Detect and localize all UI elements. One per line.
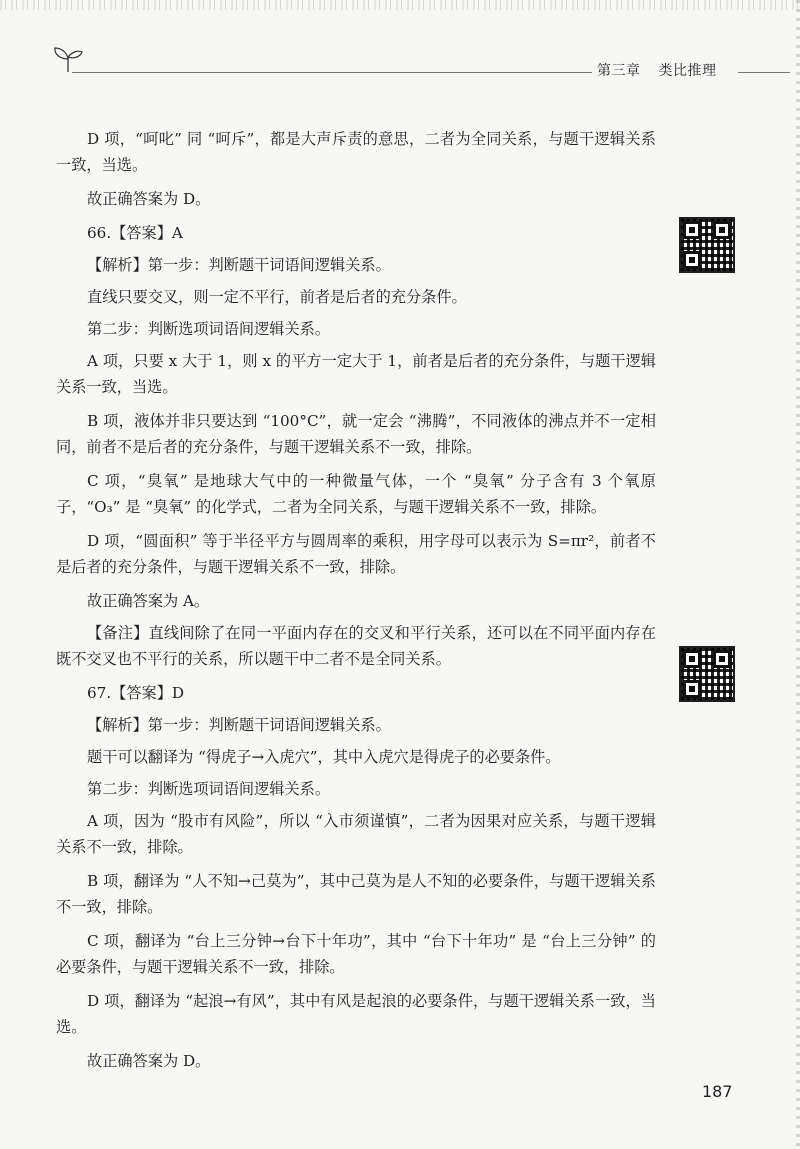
paragraph: 故正确答案为 A。 [87,592,210,610]
page-content [56,126,656,1080]
answer-heading: 67.【答案】D [87,684,185,702]
paragraph: B 项，液体并非只要达到 “100°C”，就一定会 “沸腾”，不同液体的沸点并不一定相同，前者不是后者的充分条件，与题干逻辑关系不一致，排除。 [56,412,656,456]
running-header [597,60,717,80]
paragraph: D 项，“圆面积” 等于半径平方与圆周率的乘积，用字母可以表示为 S=πr²，前者不是后者的充分条件，与题干逻辑关系不一致，排除。 [56,532,656,576]
scan-noise [0,0,800,10]
qr-code-icon[interactable] [679,217,735,273]
paragraph: D 项，“呵叱” 同 “呵斥”，都是大声斥责的意思，二者为全同关系，与题干逻辑关系一致，当选。 [56,130,656,174]
header-chapter: 第三章 [597,63,641,79]
paragraph: C 项，翻译为 “台上三分钟→台下十年功”，其中 “台下十年功” 是 “台上三分钟” 的必要条件，与题干逻辑关系不一致，排除。 [56,932,656,976]
paragraph: D 项，翻译为 “起浪→有风”，其中有风是起浪的必要条件，与题干逻辑关系一致，当选。 [56,992,656,1036]
paragraph: A 项，只要 x 大于 1，则 x 的平方一定大于 1，前者是后者的充分条件，与题干逻辑关系一致，当选。 [56,352,656,396]
paragraph: 【解析】第一步：判断题干词语间逻辑关系。 [87,716,391,734]
paragraph: 故正确答案为 D。 [87,1052,211,1070]
paragraph: B 项，翻译为 “人不知→己莫为”，其中己莫为是人不知的必要条件，与题干逻辑关系不一致，排除。 [56,872,656,916]
paragraph: 故正确答案为 D。 [87,190,211,208]
sprout-icon [50,44,86,74]
paragraph: 直线只要交叉，则一定不平行，前者是后者的充分条件。 [87,288,467,306]
note-paragraph: 【备注】直线间除了在同一平面内存在的交叉和平行关系，还可以在不同平面内存在既不交叉也不平行的关系，所以题干中二者不是全同关系。 [56,624,656,668]
header-rule-right [738,72,790,73]
header-section: 类比推理 [658,63,717,79]
answer-heading: 66.【答案】A [87,224,183,242]
qr-code-icon[interactable] [679,646,735,702]
paragraph: 第二步：判断选项词语间逻辑关系。 [87,320,330,338]
paragraph: C 项，“臭氧” 是地球大气中的一种微量气体，一个 “臭氧” 分子含有 3 个氧原子，“O₃” 是 “臭氧” 的化学式，二者为全同关系，与题干逻辑关系不一致，排除。 [56,472,656,516]
paragraph: 第二步：判断选项词语间逻辑关系。 [87,780,330,798]
paragraph: A 项，因为 “股市有风险”，所以 “入市须谨慎”，二者为因果对应关系，与题干逻辑关系不一致，排除。 [56,812,656,856]
page-number: 187 [702,1082,733,1101]
paragraph: 【解析】第一步：判断题干词语间逻辑关系。 [87,256,391,274]
header-rule-left [72,72,592,73]
page-edge [796,0,800,1149]
paragraph: 题干可以翻译为 “得虎子→入虎穴”，其中入虎穴是得虎子的必要条件。 [87,748,561,766]
